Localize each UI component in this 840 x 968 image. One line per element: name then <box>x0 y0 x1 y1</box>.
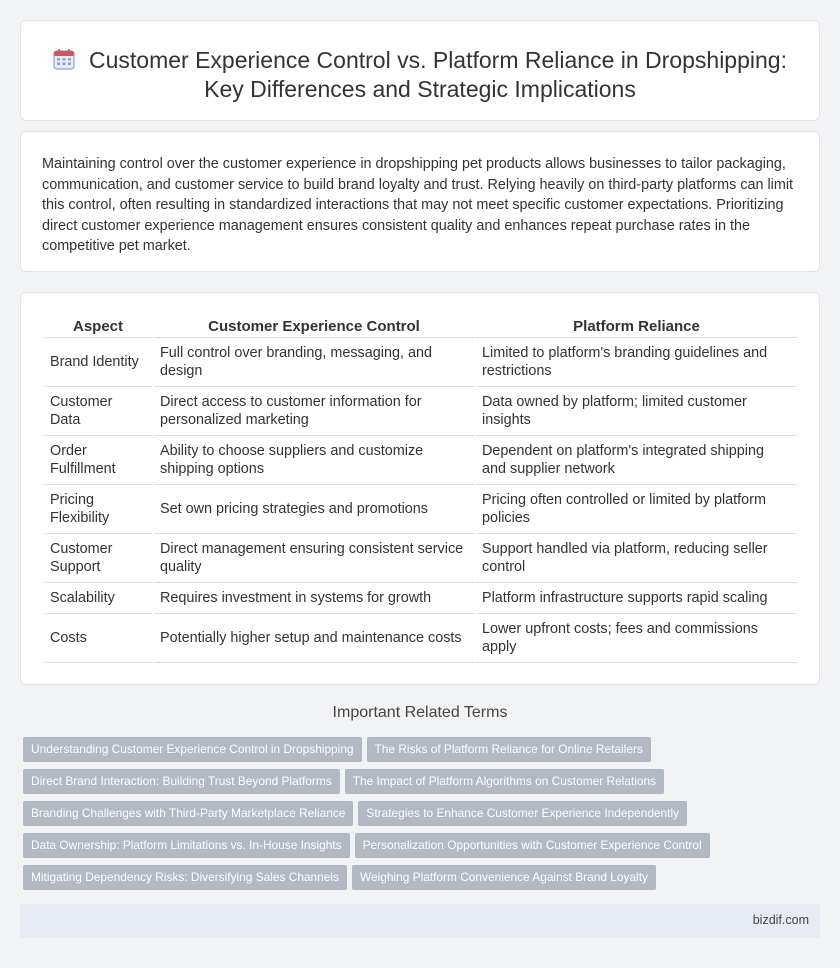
control-cell: Direct access to customer information for personalized marketing <box>154 387 474 436</box>
table-row <box>44 485 797 534</box>
page-title-text: Customer Experience Control vs. Platform Reliance in Dropshipping: Key Differences and Strategic Implications <box>89 47 787 102</box>
comparison-table <box>42 314 799 663</box>
header-platform-reliance: Platform Reliance <box>476 314 797 338</box>
reliance-cell: Lower upfront costs; fees and commissions apply <box>476 614 797 663</box>
related-term-link[interactable]: The Impact of Platform Algorithms on Customer Relations <box>345 769 664 794</box>
table-row <box>44 338 797 387</box>
reliance-cell: Dependent on platform's integrated shipping and supplier network <box>476 436 797 485</box>
control-cell: Potentially higher setup and maintenance costs <box>154 614 474 663</box>
aspect-cell: Brand Identity <box>44 338 152 387</box>
header-aspect: Aspect <box>44 314 152 338</box>
comparison-table-card <box>20 292 820 685</box>
related-term-link[interactable]: Data Ownership: Platform Limitations vs. In-House Insights <box>23 833 350 858</box>
table-row <box>44 534 797 583</box>
control-cell: Ability to choose suppliers and customize shipping options <box>154 436 474 485</box>
summary-text: Maintaining control over the customer experience in dropshipping pet products allows businesses to tailor packaging, communication, and customer service to build brand loyalty and trust. Relying heavily on third-party platforms can limit this control, often resulting in standardized interactions that may not meet specific customer expectations. Prioritizing direct customer experience management ensures consistent quality and enhances repeat purchase rates in the competitive pet market. <box>42 156 794 254</box>
table-header-row <box>44 314 797 338</box>
related-term-link[interactable]: Mitigating Dependency Risks: Diversifying Sales Channels <box>23 865 347 890</box>
related-term-link[interactable]: Understanding Customer Experience Control in Dropshipping <box>23 737 362 762</box>
control-cell: Direct management ensuring consistent service quality <box>154 534 474 583</box>
footer-site-link[interactable]: bizdif.com <box>752 913 809 927</box>
related-terms-list <box>23 737 823 897</box>
aspect-cell: Pricing Flexibility <box>44 485 152 534</box>
control-cell: Set own pricing strategies and promotions <box>154 485 474 534</box>
footer <box>20 904 820 938</box>
title-card <box>20 20 820 121</box>
related-term-link[interactable]: Weighing Platform Convenience Against Brand Loyalty <box>352 865 656 890</box>
table-row <box>44 583 797 614</box>
control-cell: Full control over branding, messaging, and design <box>154 338 474 387</box>
reliance-cell: Platform infrastructure supports rapid scaling <box>476 583 797 614</box>
related-terms-title: Important Related Terms <box>332 704 508 721</box>
reliance-cell: Pricing often controlled or limited by platform policies <box>476 485 797 534</box>
table-row <box>44 436 797 485</box>
control-cell: Requires investment in systems for growth <box>154 583 474 614</box>
related-term-link[interactable]: Direct Brand Interaction: Building Trust Beyond Platforms <box>23 769 340 794</box>
aspect-cell: Costs <box>44 614 152 663</box>
related-term-link[interactable]: Branding Challenges with Third-Party Marketplace Reliance <box>23 801 353 826</box>
related-term-link[interactable]: Strategies to Enhance Customer Experience Independently <box>358 801 687 826</box>
table-row <box>44 387 797 436</box>
calendar-icon <box>53 48 75 70</box>
aspect-cell: Scalability <box>44 583 152 614</box>
related-term-link[interactable]: Personalization Opportunities with Customer Experience Control <box>355 833 710 858</box>
aspect-cell: Order Fulfillment <box>44 436 152 485</box>
reliance-cell: Data owned by platform; limited customer insights <box>476 387 797 436</box>
page-title <box>41 46 799 104</box>
aspect-cell: Customer Data <box>44 387 152 436</box>
aspect-cell: Customer Support <box>44 534 152 583</box>
table-row <box>44 614 797 663</box>
related-term-link[interactable]: The Risks of Platform Reliance for Online Retailers <box>367 737 651 762</box>
header-customer-experience-control: Customer Experience Control <box>154 314 474 338</box>
reliance-cell: Limited to platform's branding guidelines and restrictions <box>476 338 797 387</box>
reliance-cell: Support handled via platform, reducing seller control <box>476 534 797 583</box>
summary-card <box>20 131 820 272</box>
